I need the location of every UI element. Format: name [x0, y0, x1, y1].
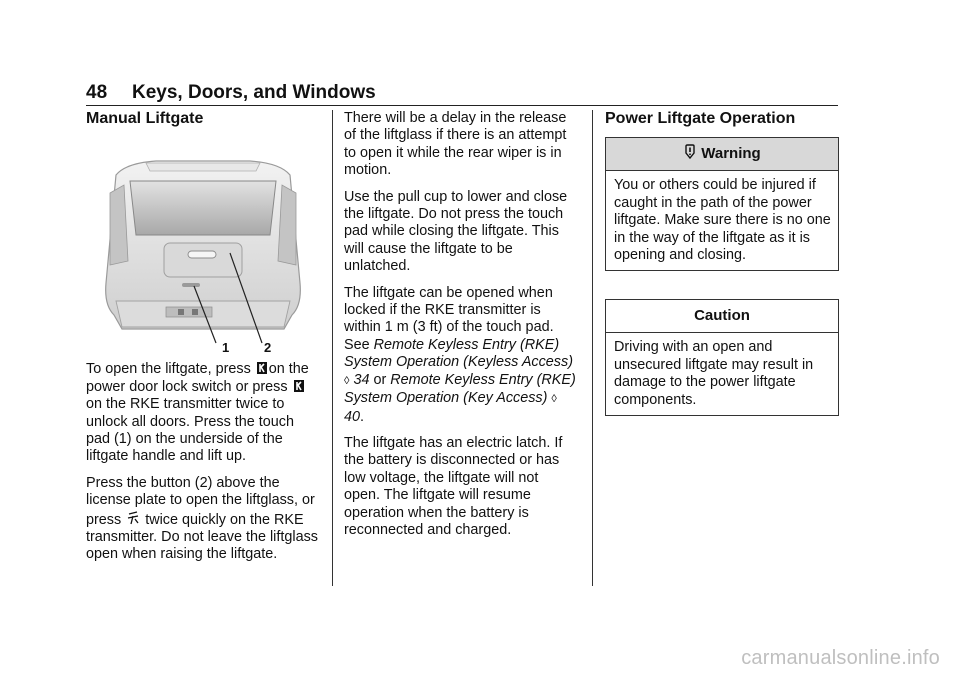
paragraph-pull-cup: Use the pull cup to lower and close the liftgate. Do not press the touch pad while closing the liftgate. This will cause the liftgate to be unlatched. [344, 188, 568, 275]
caution-header [606, 300, 838, 333]
caution-text: Driving with an open and unsecured liftgate may result in damage to the power liftgate components. [614, 339, 814, 408]
page-ref-34[interactable]: 34 [353, 371, 370, 388]
unlock-icon [256, 361, 268, 375]
column-divider-2 [592, 110, 593, 586]
column-3 [605, 110, 839, 444]
callout-1: 1 [222, 340, 230, 356]
liftgate-icon [126, 510, 140, 526]
page-ref-arrow: ◊ [551, 393, 557, 406]
watermark: carmanualsonline.info [741, 647, 940, 669]
paragraph-open-liftgate: To open the liftgate, press on the power door lock switch or press on the RKE transmitter twice to unlock all doors. Press the touch pad (1) on the underside of the liftgate handle and lift up. [86, 361, 309, 465]
reference-link-keyless[interactable]: Remote Keyless Entry (RKE) System Operation (Keyless Access) [344, 336, 573, 371]
section-title: Keys, Doors, and Windows [132, 82, 376, 103]
column-1 [86, 110, 320, 573]
paragraph-liftglass: Press the button (2) above the license plate to open the liftglass, or press twice quickly on the RKE transmitter. Do not leave the liftglass open when raising the liftgate. [86, 474, 318, 563]
manual-liftgate-heading: Manual Liftgate [86, 110, 204, 127]
warning-icon [683, 144, 697, 160]
column-2 [344, 110, 578, 548]
unlock-icon [293, 379, 305, 393]
warning-title: Warning [701, 145, 761, 163]
callout-2: 2 [264, 340, 272, 356]
caution-box [605, 299, 839, 416]
reference-link-key-access[interactable]: Remote Keyless Entry (RKE) System Operation (Key Access) [344, 371, 576, 407]
column-divider-1 [332, 110, 333, 586]
page-header [86, 82, 838, 106]
page-number: 48 [86, 82, 108, 103]
power-liftgate-heading: Power Liftgate Operation [605, 110, 796, 127]
caution-title: Caution [694, 307, 750, 325]
paragraph-keyless: The liftgate can be opened when locked if the RKE transmitter is within 1 m (3 ft) of the touch pad. See Remote Keyless Entry (RKE) System Operation (Keyless Access) ◊ 34 or Remote Keyless Entry (RKE) System Operation (Key Access) ◊ 40. [344, 284, 576, 425]
warning-text: You or others could be injured if caught in the path of the power liftgate. Make sure there is no one in the way of the liftgate as it is opening and closing. [614, 177, 831, 264]
page-ref-arrow: ◊ [344, 374, 350, 387]
page-ref-40[interactable]: 40 [344, 408, 361, 425]
vehicle-rear-illustration [86, 133, 320, 355]
paragraph-delay: There will be a delay in the release of the liftglass if there is an attempt to open it while the rear wiper is in motion. [344, 110, 567, 179]
liftgate-illustration [86, 133, 320, 355]
paragraph-electric-latch: The liftgate has an electric latch. If the battery is disconnected or has low voltage, the liftgate will not open. The liftgate will resume operation when the battery is reconnected and charged. [344, 434, 563, 538]
warning-header [606, 138, 838, 171]
warning-box [605, 137, 839, 271]
